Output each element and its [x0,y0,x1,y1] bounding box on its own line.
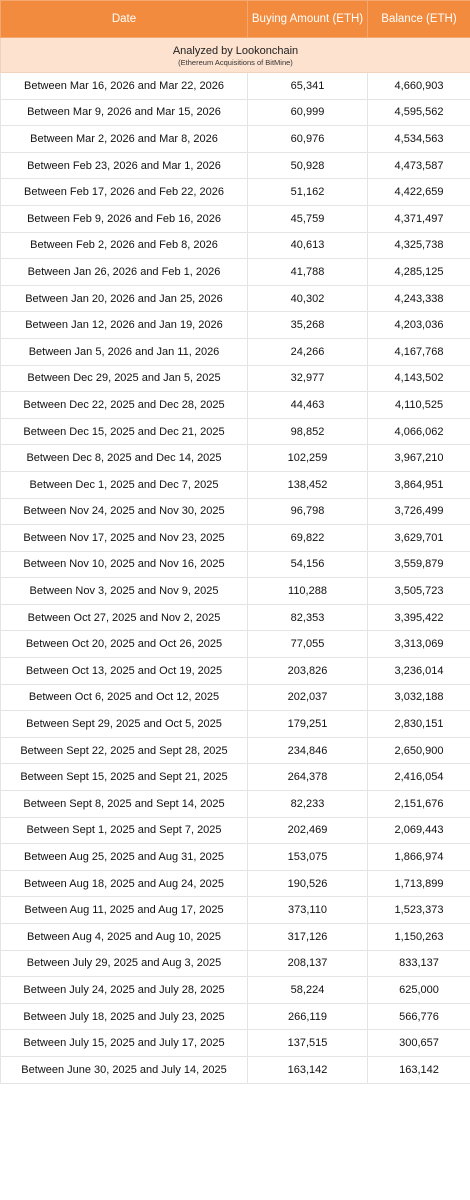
table-row [1,73,470,100]
date-cell: Between Aug 25, 2025 and Aug 31, 2025 [1,844,248,871]
table-row [1,338,470,365]
table-row [1,259,470,286]
balance-cell: 3,559,879 [368,551,470,578]
table-row [1,897,470,924]
balance-cell: 3,726,499 [368,498,470,525]
balance-cell: 2,151,676 [368,791,470,818]
table-row [1,950,470,977]
buying-amount-cell: 317,126 [248,924,368,951]
balance-cell: 3,864,951 [368,471,470,498]
balance-cell: 4,473,587 [368,152,470,179]
table-row [1,817,470,844]
table-row [1,924,470,951]
buying-amount-cell: 202,037 [248,684,368,711]
buying-amount-cell: 40,302 [248,285,368,312]
table-row [1,1030,470,1057]
date-cell: Between Nov 24, 2025 and Nov 30, 2025 [1,498,248,525]
balance-cell: 4,243,338 [368,285,470,312]
table-header [1,1,470,73]
balance-cell: 4,167,768 [368,338,470,365]
buying-amount-cell: 32,977 [248,365,368,392]
date-cell: Between Sept 15, 2025 and Sept 21, 2025 [1,764,248,791]
date-cell: Between Aug 18, 2025 and Aug 24, 2025 [1,870,248,897]
balance-cell: 3,236,014 [368,658,470,685]
analysis-banner-row [1,38,470,73]
date-cell: Between Nov 17, 2025 and Nov 23, 2025 [1,525,248,552]
buying-amount-cell: 54,156 [248,551,368,578]
buying-amount-cell: 138,452 [248,471,368,498]
balance-cell: 3,032,188 [368,684,470,711]
buying-amount-cell: 45,759 [248,205,368,232]
balance-cell: 625,000 [368,977,470,1004]
buying-amount-cell: 190,526 [248,870,368,897]
date-cell: Between Feb 9, 2026 and Feb 16, 2026 [1,205,248,232]
table-row [1,658,470,685]
date-cell: Between July 29, 2025 and Aug 3, 2025 [1,950,248,977]
buying-amount-column-header: Buying Amount (ETH) [248,1,368,38]
balance-cell: 4,325,738 [368,232,470,259]
table-row [1,791,470,818]
buying-amount-cell: 163,142 [248,1056,368,1083]
table-row [1,1003,470,1030]
buying-amount-cell: 234,846 [248,737,368,764]
buying-amount-cell: 65,341 [248,73,368,100]
buying-amount-cell: 98,852 [248,418,368,445]
table-row [1,684,470,711]
balance-cell: 300,657 [368,1030,470,1057]
balance-cell: 3,395,422 [368,604,470,631]
balance-cell: 2,069,443 [368,817,470,844]
buying-amount-cell: 24,266 [248,338,368,365]
buying-amount-cell: 82,353 [248,604,368,631]
balance-cell: 2,416,054 [368,764,470,791]
buying-amount-cell: 51,162 [248,179,368,206]
date-cell: Between Oct 13, 2025 and Oct 19, 2025 [1,658,248,685]
balance-cell: 4,595,562 [368,99,470,126]
buying-amount-cell: 44,463 [248,392,368,419]
buying-amount-cell: 60,976 [248,126,368,153]
analysis-banner [1,38,470,73]
date-cell: Between July 15, 2025 and July 17, 2025 [1,1030,248,1057]
table-row [1,764,470,791]
table-row [1,232,470,259]
header-row [1,1,470,38]
date-cell: Between Dec 29, 2025 and Jan 5, 2025 [1,365,248,392]
buying-amount-cell: 202,469 [248,817,368,844]
table-row [1,445,470,472]
date-cell: Between Nov 10, 2025 and Nov 16, 2025 [1,551,248,578]
table-row [1,312,470,339]
buying-amount-cell: 77,055 [248,631,368,658]
table-row [1,844,470,871]
date-cell: Between Jan 26, 2026 and Feb 1, 2026 [1,259,248,286]
balance-cell: 3,313,069 [368,631,470,658]
balance-cell: 3,629,701 [368,525,470,552]
date-cell: Between Jan 20, 2026 and Jan 25, 2026 [1,285,248,312]
table-row [1,737,470,764]
date-cell: Between June 30, 2025 and July 14, 2025 [1,1056,248,1083]
table-row [1,525,470,552]
balance-cell: 833,137 [368,950,470,977]
buying-amount-cell: 50,928 [248,152,368,179]
table-row [1,578,470,605]
date-cell: Between Dec 22, 2025 and Dec 28, 2025 [1,392,248,419]
buying-amount-cell: 40,613 [248,232,368,259]
balance-cell: 1,713,899 [368,870,470,897]
table-row [1,604,470,631]
date-cell: Between Dec 8, 2025 and Dec 14, 2025 [1,445,248,472]
balance-cell: 3,505,723 [368,578,470,605]
buying-amount-cell: 102,259 [248,445,368,472]
table-row [1,205,470,232]
date-cell: Between Oct 27, 2025 and Nov 2, 2025 [1,604,248,631]
date-cell: Between Sept 29, 2025 and Oct 5, 2025 [1,711,248,738]
buying-amount-cell: 58,224 [248,977,368,1004]
table-row [1,152,470,179]
date-cell: Between Oct 20, 2025 and Oct 26, 2025 [1,631,248,658]
analysis-title: Analyzed by Lookonchain [172,45,299,57]
buying-amount-cell: 203,826 [248,658,368,685]
buying-amount-cell: 208,137 [248,950,368,977]
buying-amount-cell: 373,110 [248,897,368,924]
table-row [1,471,470,498]
buying-amount-cell: 35,268 [248,312,368,339]
buying-amount-cell: 60,999 [248,99,368,126]
balance-cell: 4,422,659 [368,179,470,206]
date-cell: Between Sept 1, 2025 and Sept 7, 2025 [1,817,248,844]
balance-cell: 1,866,974 [368,844,470,871]
buying-amount-cell: 69,822 [248,525,368,552]
buying-amount-cell: 137,515 [248,1030,368,1057]
date-cell: Between Mar 9, 2026 and Mar 15, 2026 [1,99,248,126]
date-cell: Between Mar 16, 2026 and Mar 22, 2026 [1,73,248,100]
balance-cell: 566,776 [368,1003,470,1030]
table-row [1,179,470,206]
date-cell: Between Jan 5, 2026 and Jan 11, 2026 [1,338,248,365]
buying-amount-cell: 82,233 [248,791,368,818]
date-cell: Between Aug 4, 2025 and Aug 10, 2025 [1,924,248,951]
table-row [1,631,470,658]
date-cell: Between July 18, 2025 and July 23, 2025 [1,1003,248,1030]
buying-amount-cell: 266,119 [248,1003,368,1030]
table-row [1,99,470,126]
table-row [1,126,470,153]
date-cell: Between Mar 2, 2026 and Mar 8, 2026 [1,126,248,153]
balance-cell: 2,830,151 [368,711,470,738]
balance-cell: 1,523,373 [368,897,470,924]
balance-cell: 4,143,502 [368,365,470,392]
date-cell: Between Sept 8, 2025 and Sept 14, 2025 [1,791,248,818]
date-cell: Between Aug 11, 2025 and Aug 17, 2025 [1,897,248,924]
table-row [1,418,470,445]
date-cell: Between Feb 17, 2026 and Feb 22, 2026 [1,179,248,206]
table-row [1,1056,470,1083]
balance-column-header: Balance (ETH) [368,1,470,38]
date-cell: Between Dec 1, 2025 and Dec 7, 2025 [1,471,248,498]
table-row [1,711,470,738]
buying-amount-cell: 110,288 [248,578,368,605]
table-row [1,285,470,312]
date-cell: Between Feb 23, 2026 and Mar 1, 2026 [1,152,248,179]
date-column-header: Date [1,1,248,38]
buying-amount-cell: 153,075 [248,844,368,871]
date-cell: Between Jan 12, 2026 and Jan 19, 2026 [1,312,248,339]
date-cell: Between Oct 6, 2025 and Oct 12, 2025 [1,684,248,711]
table-row [1,551,470,578]
analysis-note: (Ethereum Acquisitions of BitMine) [178,58,293,67]
date-cell: Between July 24, 2025 and July 28, 2025 [1,977,248,1004]
balance-cell: 4,534,563 [368,126,470,153]
balance-cell: 4,066,062 [368,418,470,445]
balance-cell: 163,142 [368,1056,470,1083]
balance-cell: 1,150,263 [368,924,470,951]
date-cell: Between Nov 3, 2025 and Nov 9, 2025 [1,578,248,605]
buying-amount-cell: 41,788 [248,259,368,286]
table-row [1,365,470,392]
date-cell: Between Feb 2, 2026 and Feb 8, 2026 [1,232,248,259]
date-cell: Between Dec 15, 2025 and Dec 21, 2025 [1,418,248,445]
balance-cell: 2,650,900 [368,737,470,764]
table-body [1,73,470,1084]
table-row [1,498,470,525]
balance-cell: 3,967,210 [368,445,470,472]
balance-cell: 4,371,497 [368,205,470,232]
table-row [1,392,470,419]
buying-amount-cell: 179,251 [248,711,368,738]
balance-cell: 4,285,125 [368,259,470,286]
date-cell: Between Sept 22, 2025 and Sept 28, 2025 [1,737,248,764]
balance-cell: 4,660,903 [368,73,470,100]
table-row [1,977,470,1004]
buying-amount-cell: 264,378 [248,764,368,791]
buying-amount-cell: 96,798 [248,498,368,525]
table-row [1,870,470,897]
balance-cell: 4,110,525 [368,392,470,419]
balance-cell: 4,203,036 [368,312,470,339]
